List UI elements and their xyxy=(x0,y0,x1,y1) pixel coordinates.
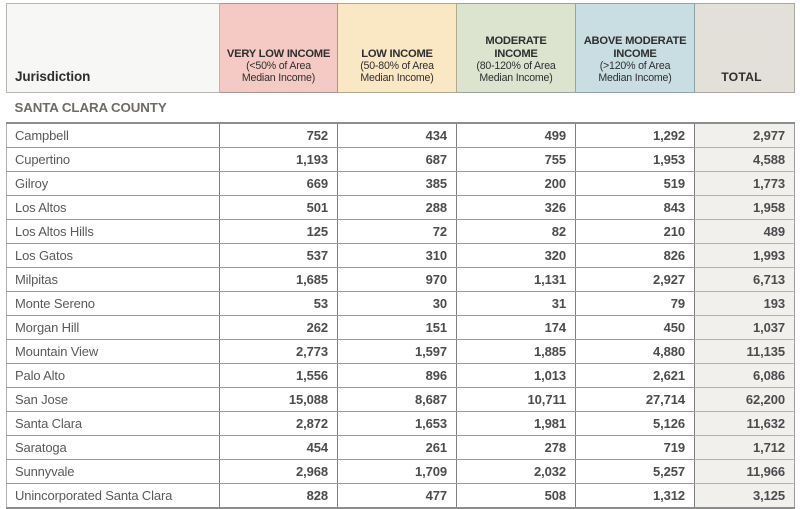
column-header-total: TOTAL xyxy=(695,4,795,93)
cell-above-moderate-income: 5,257 xyxy=(576,460,695,484)
cell-very-low-income: 669 xyxy=(220,172,338,196)
table-row xyxy=(7,196,795,220)
cell-very-low-income: 2,968 xyxy=(220,460,338,484)
cell-moderate-income: 2,032 xyxy=(457,460,576,484)
cell-moderate-income: 1,013 xyxy=(457,364,576,388)
cell-low-income: 896 xyxy=(338,364,457,388)
cell-above-moderate-income: 4,880 xyxy=(576,340,695,364)
cell-very-low-income: 2,773 xyxy=(220,340,338,364)
very-low-income-title: VERY LOW INCOME xyxy=(226,47,331,60)
above-moderate-income-subtitle-line2: Median Income) xyxy=(598,72,672,85)
cell-jurisdiction: Unincorporated Santa Clara xyxy=(7,484,220,509)
cell-very-low-income: 15,088 xyxy=(220,388,338,412)
table-row xyxy=(7,244,795,268)
rhna-allocation-table-page xyxy=(0,3,800,503)
moderate-income-subtitle-line2: Median Income) xyxy=(479,72,553,85)
cell-very-low-income: 262 xyxy=(220,316,338,340)
cell-low-income: 288 xyxy=(338,196,457,220)
cell-moderate-income: 200 xyxy=(457,172,576,196)
cell-above-moderate-income: 1,292 xyxy=(576,123,695,148)
cell-above-moderate-income: 79 xyxy=(576,292,695,316)
cell-very-low-income: 501 xyxy=(220,196,338,220)
above-moderate-income-subtitle-line1: (>120% of Area xyxy=(599,60,671,73)
cell-low-income: 261 xyxy=(338,436,457,460)
table-row xyxy=(7,220,795,244)
above-moderate-income-title-line2: INCOME xyxy=(613,47,657,60)
column-header-jurisdiction: Jurisdiction xyxy=(7,4,220,93)
cell-moderate-income: 10,711 xyxy=(457,388,576,412)
header-row xyxy=(7,4,795,93)
cell-very-low-income: 537 xyxy=(220,244,338,268)
cell-jurisdiction: Cupertino xyxy=(7,148,220,172)
cell-low-income: 477 xyxy=(338,484,457,509)
cell-jurisdiction: Palo Alto xyxy=(7,364,220,388)
moderate-income-subtitle xyxy=(461,61,571,85)
table-row xyxy=(7,460,795,484)
cell-above-moderate-income: 1,953 xyxy=(576,148,695,172)
table-row xyxy=(7,316,795,340)
cell-low-income: 1,597 xyxy=(338,340,457,364)
cell-very-low-income: 1,193 xyxy=(220,148,338,172)
cell-moderate-income: 755 xyxy=(457,148,576,172)
cell-jurisdiction: Los Altos Hills xyxy=(7,220,220,244)
table-row xyxy=(7,484,795,509)
cell-jurisdiction: Santa Clara xyxy=(7,412,220,436)
cell-above-moderate-income: 519 xyxy=(576,172,695,196)
cell-low-income: 72 xyxy=(338,220,457,244)
cell-total: 2,977 xyxy=(695,123,795,148)
cell-total: 1,712 xyxy=(695,436,795,460)
cell-above-moderate-income: 5,126 xyxy=(576,412,695,436)
cell-above-moderate-income: 826 xyxy=(576,244,695,268)
cell-above-moderate-income: 843 xyxy=(576,196,695,220)
cell-very-low-income: 752 xyxy=(220,123,338,148)
cell-moderate-income: 31 xyxy=(457,292,576,316)
cell-total: 193 xyxy=(695,292,795,316)
table-row xyxy=(7,412,795,436)
moderate-income-subtitle-line1: (80-120% of Area xyxy=(476,60,556,73)
cell-moderate-income: 499 xyxy=(457,123,576,148)
cell-moderate-income: 174 xyxy=(457,316,576,340)
cell-low-income: 310 xyxy=(338,244,457,268)
cell-very-low-income: 53 xyxy=(220,292,338,316)
cell-jurisdiction: Morgan Hill xyxy=(7,316,220,340)
cell-jurisdiction: Los Altos xyxy=(7,196,220,220)
table-row xyxy=(7,148,795,172)
column-header-moderate-income xyxy=(457,4,576,93)
cell-moderate-income: 1,981 xyxy=(457,412,576,436)
cell-jurisdiction: Gilroy xyxy=(7,172,220,196)
cell-jurisdiction: San Jose xyxy=(7,388,220,412)
cell-total: 1,993 xyxy=(695,244,795,268)
cell-low-income: 1,709 xyxy=(338,460,457,484)
cell-moderate-income: 1,131 xyxy=(457,268,576,292)
column-header-low-income xyxy=(338,4,457,93)
cell-very-low-income: 1,685 xyxy=(220,268,338,292)
cell-above-moderate-income: 719 xyxy=(576,436,695,460)
cell-total: 1,773 xyxy=(695,172,795,196)
cell-very-low-income: 1,556 xyxy=(220,364,338,388)
cell-moderate-income: 278 xyxy=(457,436,576,460)
cell-above-moderate-income: 27,714 xyxy=(576,388,695,412)
cell-moderate-income: 326 xyxy=(457,196,576,220)
cell-moderate-income: 1,885 xyxy=(457,340,576,364)
table-row xyxy=(7,172,795,196)
very-low-income-subtitle-line2: Median Income) xyxy=(241,72,316,85)
cell-total: 1,037 xyxy=(695,316,795,340)
cell-above-moderate-income: 210 xyxy=(576,220,695,244)
cell-jurisdiction: Campbell xyxy=(7,123,220,148)
cell-jurisdiction: Los Gatos xyxy=(7,244,220,268)
cell-above-moderate-income: 2,621 xyxy=(576,364,695,388)
cell-moderate-income: 508 xyxy=(457,484,576,509)
cell-low-income: 8,687 xyxy=(338,388,457,412)
cell-jurisdiction: Saratoga xyxy=(7,436,220,460)
low-income-subtitle-line2: Median Income) xyxy=(360,72,434,85)
cell-total: 1,958 xyxy=(695,196,795,220)
cell-moderate-income: 320 xyxy=(457,244,576,268)
table-header xyxy=(7,4,795,93)
cell-low-income: 151 xyxy=(338,316,457,340)
cell-total: 4,588 xyxy=(695,148,795,172)
cell-very-low-income: 2,872 xyxy=(220,412,338,436)
cell-total: 62,200 xyxy=(695,388,795,412)
moderate-income-title-line1: MODERATE xyxy=(485,35,547,48)
table-row xyxy=(7,388,795,412)
table-row xyxy=(7,340,795,364)
table-row xyxy=(7,123,795,148)
cell-total: 6,713 xyxy=(695,268,795,292)
cell-low-income: 1,653 xyxy=(338,412,457,436)
rhna-allocation-table xyxy=(6,3,795,509)
cell-total: 11,632 xyxy=(695,412,795,436)
cell-jurisdiction: Milpitas xyxy=(7,268,220,292)
cell-jurisdiction: Sunnyvale xyxy=(7,460,220,484)
cell-low-income: 687 xyxy=(338,148,457,172)
column-header-above-moderate-income xyxy=(576,4,695,93)
column-header-very-low-income xyxy=(220,4,338,93)
table-row xyxy=(7,292,795,316)
very-low-income-subtitle xyxy=(224,61,333,85)
cell-above-moderate-income: 2,927 xyxy=(576,268,695,292)
jurisdiction-rows xyxy=(7,123,795,508)
cell-total: 11,966 xyxy=(695,460,795,484)
cell-total: 3,125 xyxy=(695,484,795,509)
moderate-income-title-line2: INCOME xyxy=(494,47,538,60)
cell-low-income: 30 xyxy=(338,292,457,316)
cell-very-low-income: 125 xyxy=(220,220,338,244)
cell-above-moderate-income: 1,312 xyxy=(576,484,695,509)
cell-total: 11,135 xyxy=(695,340,795,364)
table-row xyxy=(7,268,795,292)
group-row-label: SANTA CLARA COUNTY xyxy=(7,93,795,124)
low-income-subtitle xyxy=(342,61,452,85)
above-moderate-income-title-line1: ABOVE MODERATE xyxy=(583,35,687,48)
very-low-income-subtitle-line1: (<50% of Area xyxy=(246,60,311,73)
cell-total: 489 xyxy=(695,220,795,244)
low-income-title: LOW INCOME xyxy=(361,47,433,60)
table-body xyxy=(7,93,795,124)
group-row-santa-clara-county xyxy=(7,93,795,124)
cell-total: 6,086 xyxy=(695,364,795,388)
cell-jurisdiction: Mountain View xyxy=(7,340,220,364)
cell-low-income: 385 xyxy=(338,172,457,196)
table-row xyxy=(7,364,795,388)
cell-above-moderate-income: 450 xyxy=(576,316,695,340)
above-moderate-income-subtitle xyxy=(580,61,690,85)
cell-very-low-income: 828 xyxy=(220,484,338,509)
cell-moderate-income: 82 xyxy=(457,220,576,244)
table-row xyxy=(7,436,795,460)
cell-low-income: 970 xyxy=(338,268,457,292)
low-income-subtitle-line1: (50-80% of Area xyxy=(360,60,434,73)
cell-low-income: 434 xyxy=(338,123,457,148)
cell-jurisdiction: Monte Sereno xyxy=(7,292,220,316)
cell-very-low-income: 454 xyxy=(220,436,338,460)
